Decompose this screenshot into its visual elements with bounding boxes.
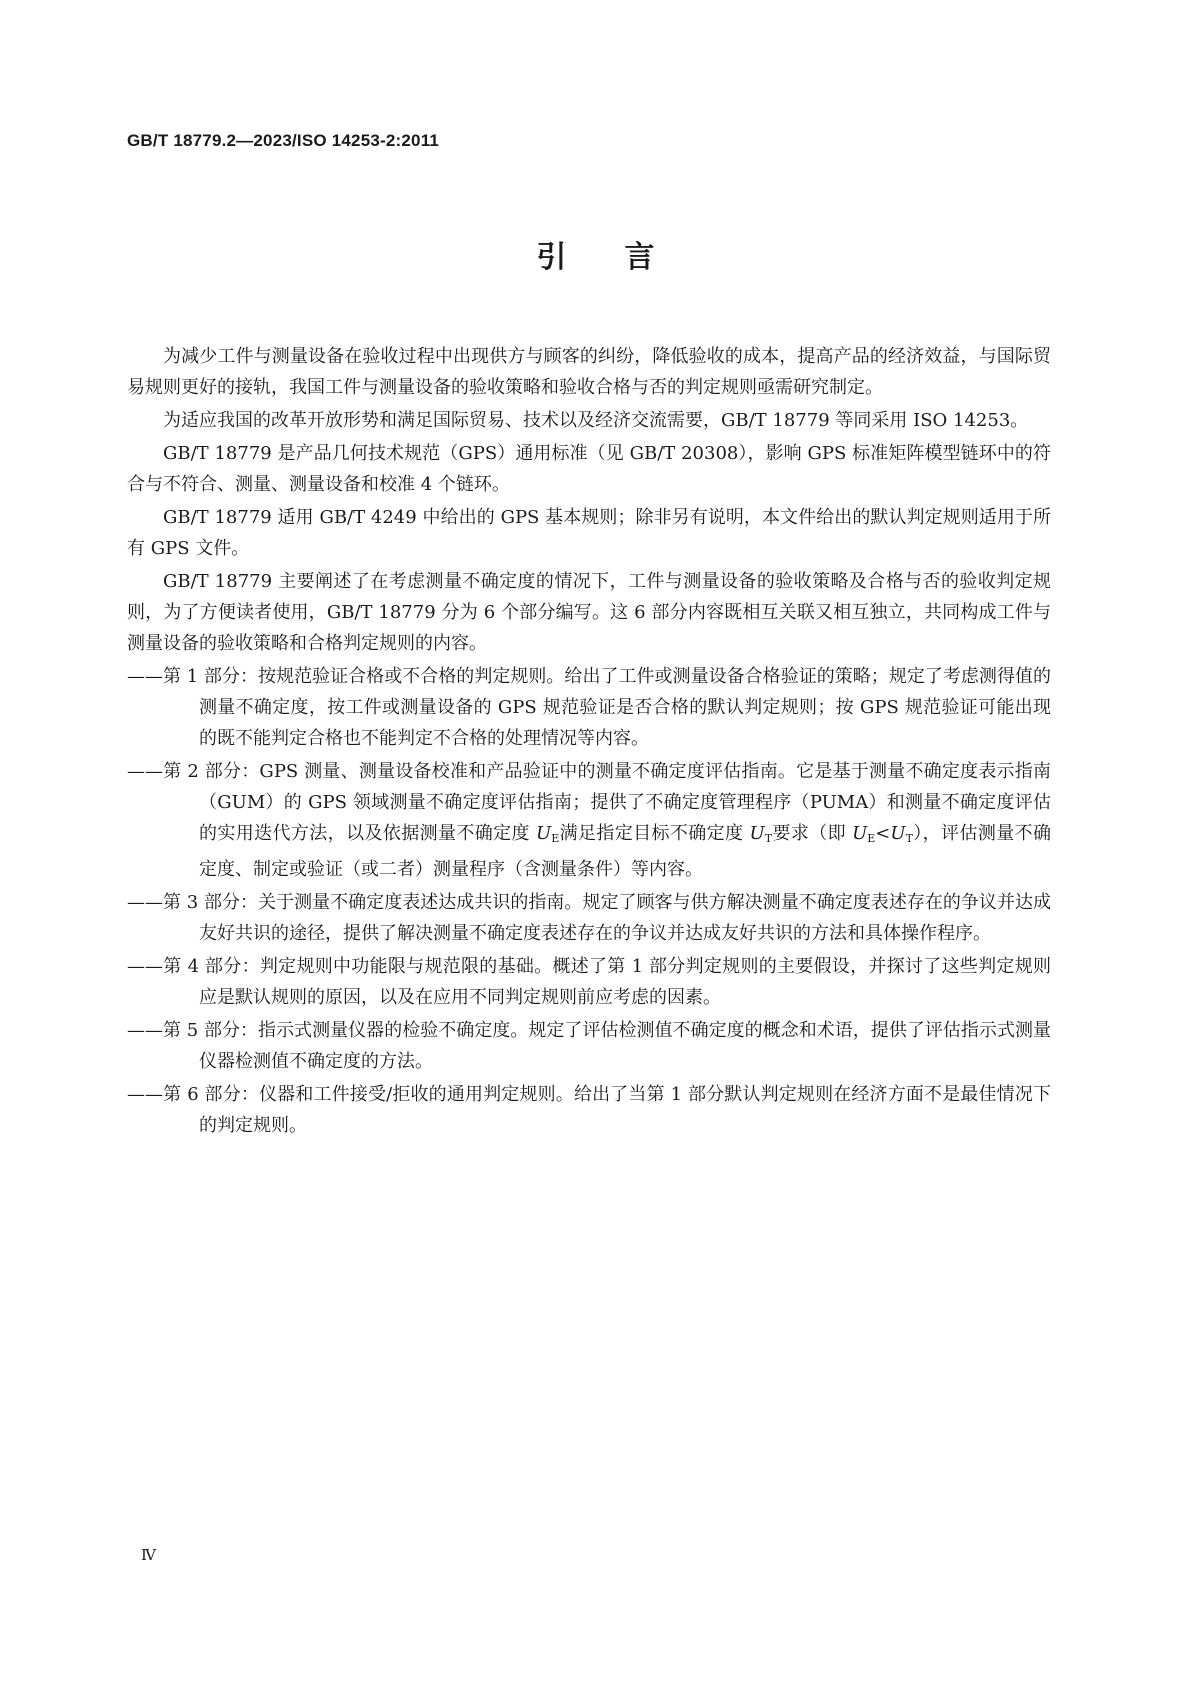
subscript-t-2: T (905, 832, 913, 845)
part-2-text-c: 要求（即 (772, 823, 853, 844)
paragraph-3: GB/T 18779 是产品几何技术规范（GPS）通用标准（见 GB/T 20308），影响 GPS 标准矩阵模型链环中的符合与不符合、测量、测量设备和校准 4 个链环。 (127, 443, 1051, 495)
page-number: Ⅳ (141, 1546, 156, 1564)
paragraph-4: GB/T 18779 适用 GB/T 4249 中给出的 GPS 基本规则；除非另有说明，本文件给出的默认判定规则适用于所有 GPS 文件。 (127, 507, 1051, 559)
subscript-t: T (764, 832, 773, 845)
less-than-sign: < (875, 823, 891, 844)
part-2-text-a: ——第 2 部分：GPS 测量、测量设备校准和产品验证中的测量不确定度评估指南。它是基于测量不确定度表示指南（GUM）的 GPS 领域测量不确定度评估指南；提供了不确定度管理程序（PUMA）和测量不确定度评估的实用迭代方法，以及依据测量不确定度 (127, 761, 1051, 844)
symbol-u-e-2: U (852, 823, 868, 844)
symbol-u-t: U (749, 823, 765, 844)
subscript-e: E (551, 832, 560, 845)
part-4-item: ——第 4 部分：判定规则中功能限与规范限的基础。概述了第 1 部分判定规则的主要假设，并探讨了这些判定规则应是默认规则的原因，以及在应用不同判定规则前应考虑的因素。 (127, 956, 1051, 1008)
paragraph-5: GB/T 18779 主要阐述了在考虑测量不确定度的情况下，工件与测量设备的验收策略及合格与否的验收判定规则，为了方便读者使用，GB/T 18779 分为 6 个部分编写。这 6 部分内容既相互关联又相互独立，共同构成工件与测量设备的验收策略和合格判定规则的内容。 (127, 571, 1051, 654)
paragraph-2: 为适应我国的改革开放形势和满足国际贸易、技术以及经济交流需要，GB/T 18779 等同采用 ISO 14253。 (163, 410, 1029, 431)
paragraph-1: 为减少工件与测量设备在验收过程中出现供方与顾客的纠纷，降低验收的成本，提高产品的经济效益，与国际贸易规则更好的接轨，我国工件与测量设备的验收策略和验收合格与否的判定规则亟需研究制定。 (127, 346, 1051, 398)
part-2-item (127, 756, 1051, 885)
standard-id-header: GB/T 18779.2—2023/ISO 14253-2:2011 (127, 131, 440, 150)
part-5-item: ——第 5 部分：指示式测量仪器的检验不确定度。规定了评估检测值不确定度的概念和术语，提供了评估指示式测量仪器检测值不确定度的方法。 (127, 1020, 1051, 1072)
part-6-item: ——第 6 部分：仪器和工件接受/拒收的通用判定规则。给出了当第 1 部分默认判定规则在经济方面不是最佳情况下的判定规则。 (127, 1084, 1051, 1136)
symbol-u-t-2: U (890, 823, 906, 844)
part-3-item: ——第 3 部分：关于测量不确定度表述达成共识的指南。规定了顾客与供方解决测量不确定度表述存在的争议并达成友好共识的途径，提供了解决测量不确定度表述存在的争议并达成友好共识的方法和具体操作程序。 (127, 892, 1051, 944)
body-text (127, 341, 1051, 1143)
part-1-item: ——第 1 部分：按规范验证合格或不合格的判定规则。给出了工件或测量设备合格验证的策略；规定了考虑测得值的测量不确定度，按工件或测量设备的 GPS 规范验证是否合格的默认判定规则；按 GPS 规范验证可能出现的既不能判定合格也不能判定不合格的处理情况等内容。 (127, 666, 1051, 749)
subscript-e-2: E (867, 832, 876, 845)
symbol-u-e: U (536, 823, 552, 844)
section-title: 引言 (536, 240, 713, 275)
part-2-text-d: ），评估测量不确定度、制定或验证（或二者）测量程序（含测量条件）等内容。 (199, 823, 1051, 880)
part-2-text-b: 满足指定目标不确定度 (559, 823, 750, 844)
